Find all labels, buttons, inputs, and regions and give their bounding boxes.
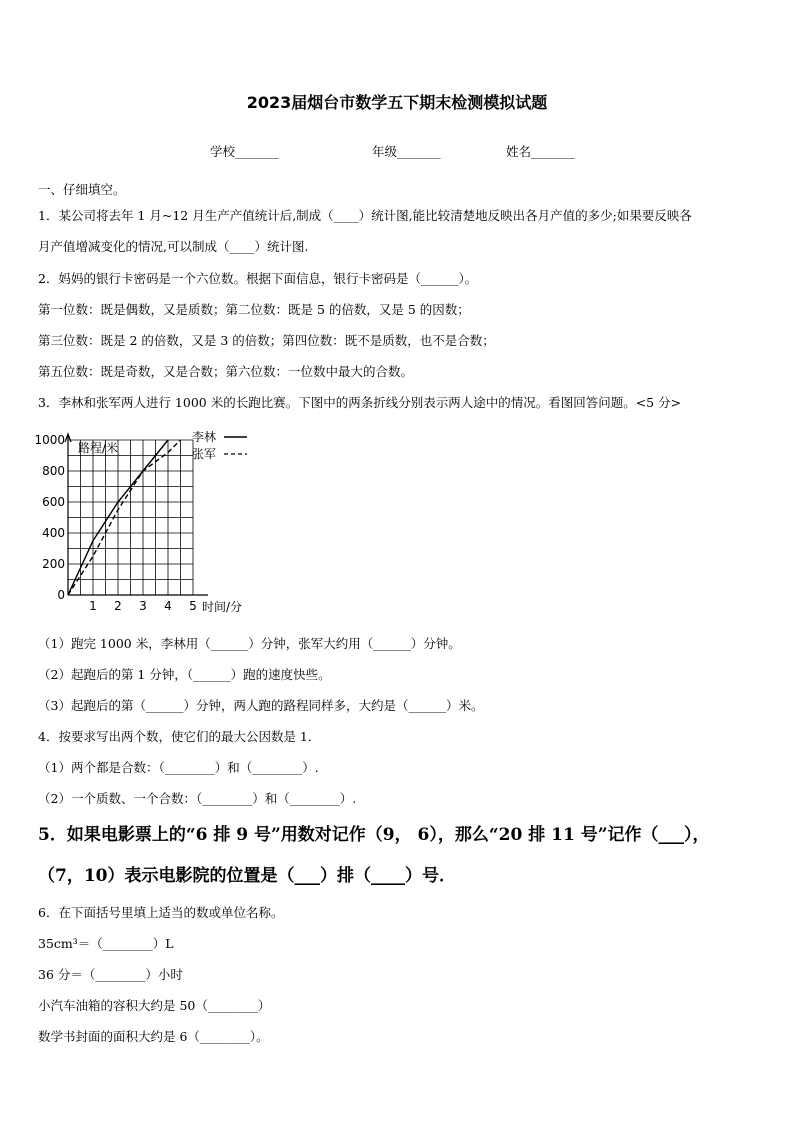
- section-heading: 一、仔细填空。: [38, 182, 126, 197]
- x-tick-label: 1: [89, 599, 97, 613]
- y-tick-label: 1000: [34, 433, 65, 447]
- chart-axes: [65, 434, 208, 595]
- question-1-line-2: 月产值增减变化的情况,可以制成（____）统计图.: [38, 239, 309, 254]
- x-tick-label: 5: [189, 599, 197, 613]
- chart-ticks: [34, 433, 196, 613]
- name-field: 姓名_______: [506, 144, 575, 159]
- y-axis-label: 路程/米: [78, 441, 119, 455]
- y-tick-label: 800: [42, 464, 65, 478]
- question-5-line-1: 5．如果电影票上的“6 排 9 号”用数对记作（9， 6），那么“20 排 11 号”记作（___），: [38, 825, 710, 845]
- question-2-line-2: 第一位数：既是偶数，又是质数；第二位数：既是 5 的倍数，又是 5 的因数；: [38, 302, 470, 317]
- legend-label-lilin: 李林: [192, 430, 217, 444]
- question-3-sub-2: （2）起跑后的第 1 分钟，（______）跑的速度快些。: [38, 667, 331, 682]
- question-2-line-3: 第三位数：既是 2 的倍数，又是 3 的倍数；第四位数：既不是质数，也不是合数；: [38, 333, 495, 348]
- question-4-line-1: 4．按要求写出两个数，使它们的最大公因数是 1．: [38, 729, 321, 744]
- question-6-sub-4: 数学书封面的面积大约是 6（________）。: [38, 1029, 269, 1044]
- question-4-sub-1: （1）两个都是合数：（________）和（________）.: [38, 760, 319, 775]
- question-2-line-1: 2．妈妈的银行卡密码是一个六位数。根据下面信息，银行卡密码是（______）。: [38, 271, 478, 286]
- y-tick-label: 400: [42, 526, 65, 540]
- question-6-sub-3: 小汽车油箱的容积大约是 50（________）: [38, 998, 271, 1013]
- question-4-sub-2: （2）一个质数、一个合数：（________）和（________）.: [38, 791, 357, 806]
- school-field: 学校_______: [210, 144, 279, 159]
- y-tick-label: 600: [42, 495, 65, 509]
- question-3-line-1: 3．李林和张军两人进行 1000 米的长跑比赛。下图中的两条折线分别表示两人途中的情况。看图回答问题。<5 分>: [38, 395, 682, 410]
- y-tick-label: 200: [42, 557, 65, 571]
- x-axis-label: 时间/分: [202, 600, 243, 614]
- line-chart: [30, 422, 270, 620]
- chart-legend: [192, 429, 247, 461]
- page-title: 2023届烟台市数学五下期末检测模拟试题: [246, 93, 548, 112]
- y-tick-label: 0: [57, 588, 65, 602]
- x-tick-label: 4: [164, 599, 172, 613]
- question-6-line-1: 6．在下面括号里填上适当的数或单位名称。: [38, 905, 284, 920]
- question-1-line-1: 1．某公司将去年 1 月~12 月生产产值统计后,制成（____）统计图,能比较清楚地反映出各月产值的多少;如果要反映各: [38, 208, 692, 223]
- legend-label-zhangjun: 张军: [192, 447, 217, 461]
- x-tick-label: 2: [114, 599, 122, 613]
- question-6-sub-2: 36 分＝（________）小时: [38, 967, 183, 982]
- grade-field: 年级_______: [372, 144, 441, 159]
- question-6-sub-1: 35cm³＝（________）L: [38, 936, 174, 951]
- question-3-sub-3: （3）起跑后的第（______）分钟，两人跑的路程同样多，大约是（______）米。: [38, 698, 484, 713]
- question-5-line-2: （7，10）表示电影院的位置是（___）排（____）号．: [38, 866, 456, 886]
- question-3-sub-1: （1）跑完 1000 米，李林用（______）分钟，张军大约用（______）分钟。: [38, 636, 461, 651]
- chart-grid: [68, 440, 193, 595]
- x-tick-label: 3: [139, 599, 147, 613]
- question-2-line-4: 第五位数：既是奇数，又是合数；第六位数：一位数中最大的合数。: [38, 364, 414, 379]
